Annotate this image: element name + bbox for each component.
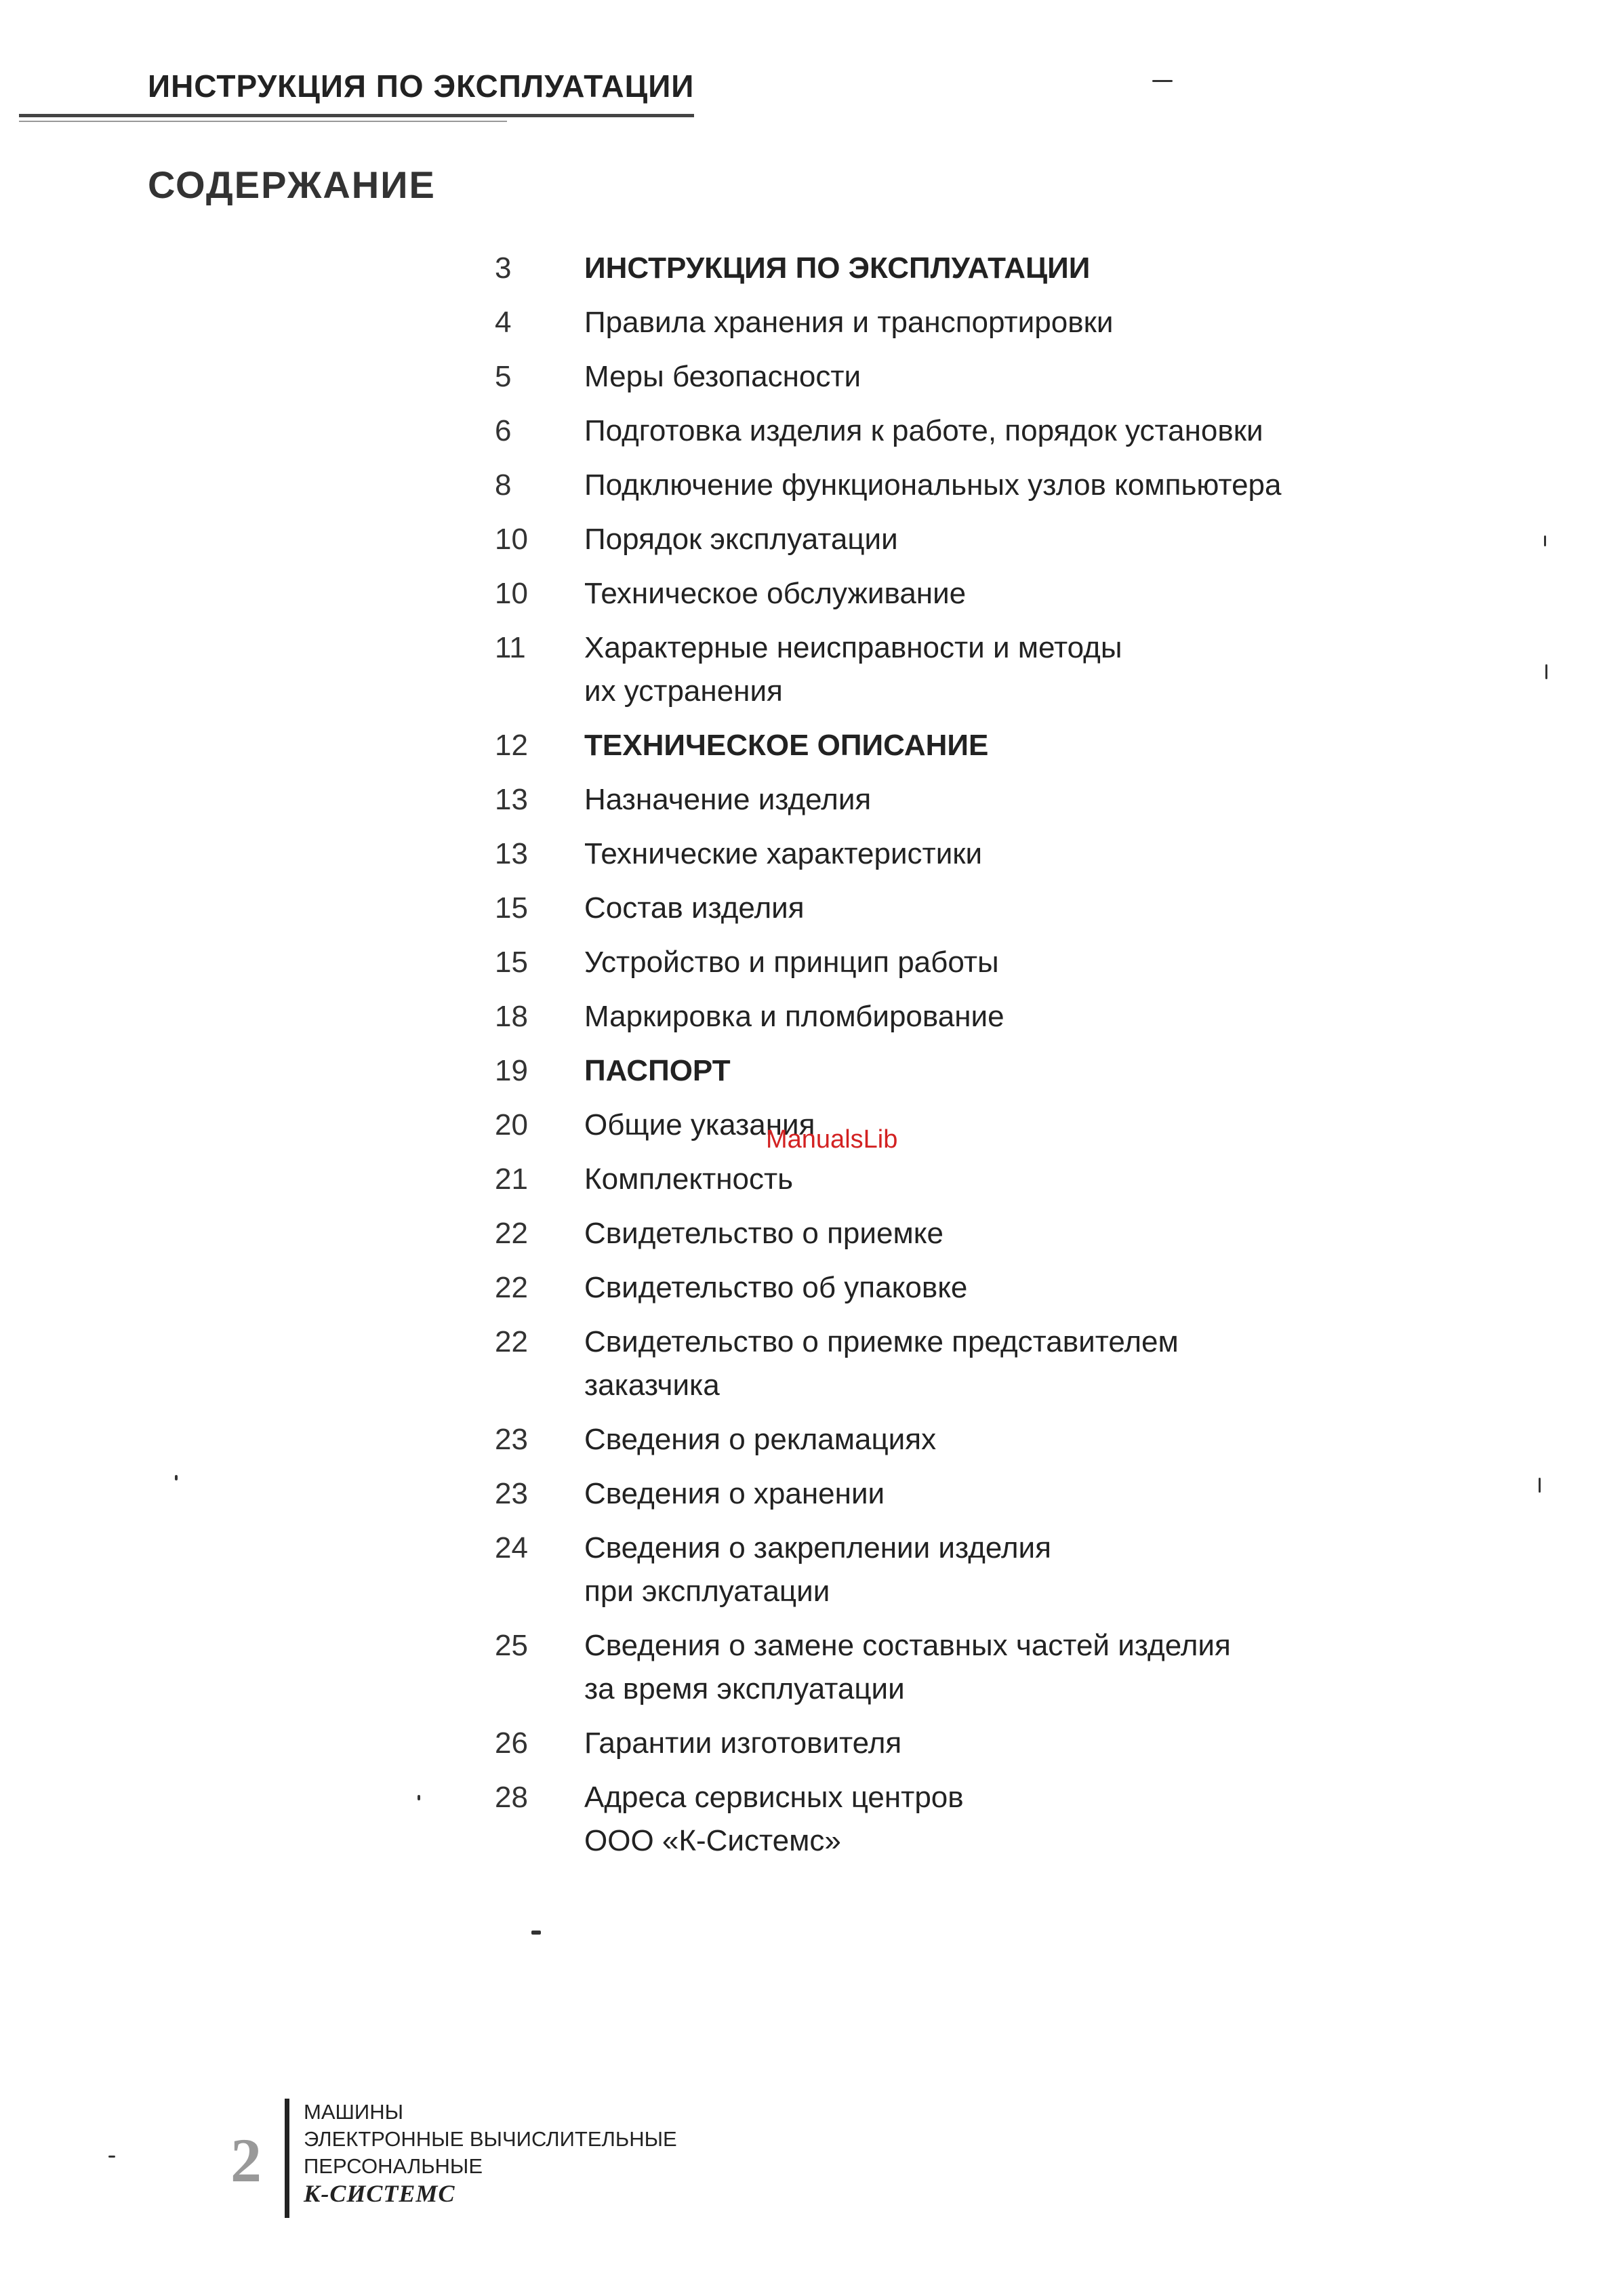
- toc-page-number: 22: [495, 1217, 528, 1250]
- footer-caption: [304, 2099, 677, 2207]
- toc-page-number: 11: [495, 631, 526, 664]
- toc-page-number: 19: [495, 1054, 528, 1087]
- scan-speck: [418, 1795, 420, 1800]
- footer-line-3: ПЕРСОНАЛЬНЫЕ: [304, 2154, 483, 2178]
- page-footer: [230, 2099, 773, 2221]
- toc-entry-title: Меры безопасности: [584, 360, 861, 393]
- toc-page-number: 10: [495, 523, 528, 556]
- toc-entry: [495, 1320, 1376, 1407]
- toc-entry-title: Сведения о хранении: [584, 1477, 885, 1510]
- toc-entry-title: Устройство и принцип работы: [584, 946, 999, 979]
- brand-logo: К-СИСТЕМС: [304, 2180, 455, 2207]
- toc-page-number: 23: [495, 1477, 528, 1510]
- scan-speck: [1544, 536, 1546, 546]
- toc-entry-title: Характерные неисправности и методы их устранения: [584, 631, 1122, 708]
- toc-entry: [495, 1722, 1376, 1765]
- footer-page-number: 2: [230, 2126, 262, 2195]
- toc-entry: [495, 1266, 1376, 1310]
- toc-entry-title: Техническое обслуживание: [584, 577, 967, 610]
- toc-page-number: 18: [495, 1000, 528, 1033]
- toc-entry: [495, 778, 1376, 822]
- toc-entry-title: Порядок эксплуатации: [584, 523, 898, 556]
- toc-page-number: 24: [495, 1531, 528, 1564]
- scan-speck: [175, 1475, 178, 1480]
- toc-entry-title: Подготовка изделия к работе, порядок установки: [584, 414, 1263, 447]
- toc-entry: [495, 301, 1376, 344]
- toc-entry-title: Подключение функциональных узлов компьютера: [584, 468, 1282, 502]
- toc-page-number: 13: [495, 783, 528, 816]
- header-rule-thin: [19, 121, 507, 122]
- toc-page-number: 21: [495, 1163, 528, 1196]
- toc-page-number: 12: [495, 729, 528, 762]
- toc-page-number: 15: [495, 946, 528, 979]
- toc-entry: [495, 1212, 1376, 1255]
- toc-entry-title: ИНСТРУКЦИЯ ПО ЭКСПЛУАТАЦИИ: [584, 251, 1091, 285]
- toc-entry: [495, 1104, 1376, 1147]
- toc-page-number: 8: [495, 468, 512, 502]
- page-header-title: ИНСТРУКЦИЯ ПО ЭКСПЛУАТАЦИИ: [148, 68, 695, 104]
- toc-entry: [495, 887, 1376, 930]
- toc-entry-title: Свидетельство о приемке: [584, 1217, 943, 1250]
- toc-entry-title: Сведения о закреплении изделия при эксплуатации: [584, 1531, 1051, 1608]
- toc-entry: [495, 1527, 1376, 1613]
- scan-speck: [1539, 1478, 1541, 1493]
- toc-page-number: 28: [495, 1781, 528, 1814]
- scan-speck: [108, 2156, 115, 2158]
- toc-entry-title: Свидетельство о приемке представителем заказчика: [584, 1325, 1179, 1402]
- toc-entry-title: Правила хранения и транспортировки: [584, 306, 1114, 339]
- toc-entry: [495, 1472, 1376, 1516]
- toc-entry: [495, 1624, 1376, 1711]
- toc-entry-title: Маркировка и пломбирование: [584, 1000, 1004, 1033]
- toc-page-number: 5: [495, 360, 512, 393]
- toc-entry-title: Назначение изделия: [584, 783, 872, 816]
- toc-entry-title: Сведения о рекламациях: [584, 1423, 937, 1456]
- toc-entry-title: Технические характеристики: [584, 837, 983, 870]
- toc-entry-title: ТЕХНИЧЕСКОЕ ОПИСАНИЕ: [584, 729, 989, 762]
- toc-page-number: 20: [495, 1108, 528, 1142]
- toc-entry-title: Состав изделия: [584, 891, 805, 925]
- toc-entry-title: Сведения о замене составных частей изделия за время эксплуатации: [584, 1629, 1231, 1705]
- toc-entry-title: Комплектность: [584, 1163, 794, 1196]
- toc-page-number: 25: [495, 1629, 528, 1662]
- toc-entry: [495, 464, 1376, 507]
- header-rule: [19, 114, 694, 117]
- toc-entry: [495, 572, 1376, 615]
- toc-page-number: 10: [495, 577, 528, 610]
- watermark: ManualsLib: [766, 1125, 898, 1154]
- scan-speck: [531, 1931, 541, 1935]
- footer-line-2: ЭЛЕКТРОННЫЕ ВЫЧИСЛИТЕЛЬНЫЕ: [304, 2127, 677, 2151]
- scan-speck: [1545, 664, 1547, 679]
- toc-page-number: 13: [495, 837, 528, 870]
- toc-entry-title: Адреса сервисных центров ООО «К-Системс»: [584, 1781, 964, 1857]
- toc-entry: [495, 409, 1376, 453]
- toc-entry: [495, 1158, 1376, 1201]
- toc-page-number: 4: [495, 306, 512, 339]
- toc-entry: [495, 832, 1376, 876]
- toc-page-number: 22: [495, 1271, 528, 1304]
- toc-entry: [495, 355, 1376, 399]
- toc-entry: [495, 995, 1376, 1038]
- toc-section-entry: [495, 1049, 1376, 1093]
- toc-entry: [495, 1776, 1376, 1863]
- toc-section-entry: [495, 247, 1376, 290]
- footer-divider: [285, 2099, 289, 2218]
- toc-page-number: 22: [495, 1325, 528, 1358]
- toc-title: СОДЕРЖАНИЕ: [148, 163, 436, 206]
- toc-entry: [495, 941, 1376, 984]
- toc-page-number: 6: [495, 414, 512, 447]
- toc-entry: [495, 1418, 1376, 1461]
- toc-entry: [495, 626, 1376, 713]
- toc-entry-title: Свидетельство об упаковке: [584, 1271, 968, 1304]
- toc-entry: [495, 518, 1376, 561]
- footer-line-1: МАШИНЫ: [304, 2100, 404, 2124]
- toc-entry-title: Гарантии изготовителя: [584, 1726, 902, 1760]
- toc-page-number: 26: [495, 1726, 528, 1760]
- toc-page-number: 3: [495, 251, 512, 285]
- toc-page-number: 15: [495, 891, 528, 925]
- scan-speck: [1152, 80, 1173, 82]
- toc-entry-title: Общие указания: [584, 1108, 815, 1142]
- toc-entry-title: ПАСПОРТ: [584, 1054, 731, 1087]
- toc-section-entry: [495, 724, 1376, 767]
- table-of-contents: [495, 247, 1376, 1874]
- toc-page-number: 23: [495, 1423, 528, 1456]
